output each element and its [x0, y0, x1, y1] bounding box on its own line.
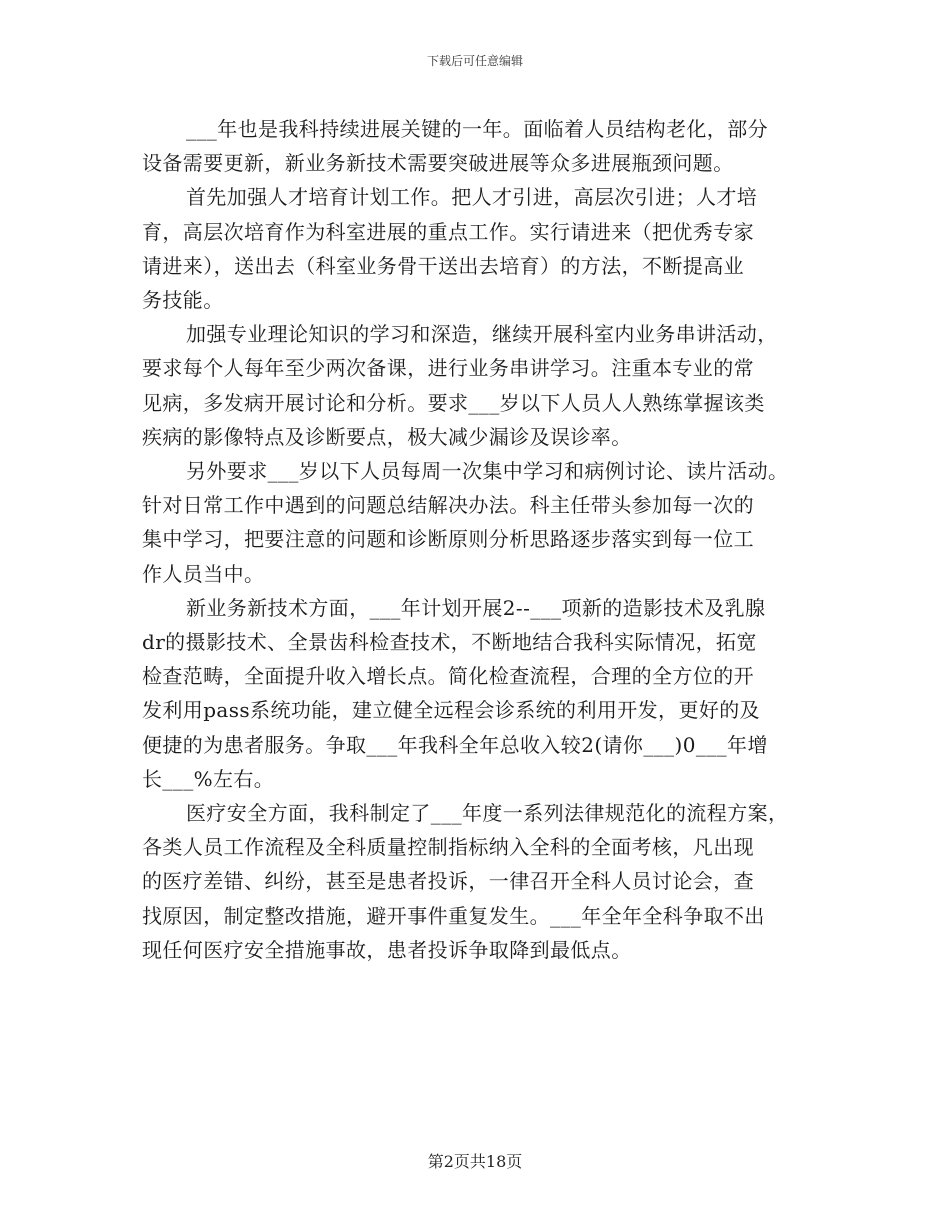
paragraph-4 — [142, 454, 822, 591]
text-line: 医疗安全方面，我科制定了___年度一系列法律规范化的流程方案， — [186, 801, 789, 826]
text-line: 另外要求___岁以下人员每周一次集中学习和病例讨论、读片活动。 — [186, 459, 789, 484]
text-line: 长___%左右。 — [142, 766, 275, 791]
text-line: 务技能。 — [142, 288, 224, 313]
paragraph-3 — [142, 317, 822, 454]
text-line: 找原因，制定整改措施，避开事件重复发生。___年全年全科争取不出 — [142, 903, 765, 928]
page-header-note: 下载后可任意编辑 — [426, 54, 523, 68]
paragraph-6 — [142, 796, 822, 967]
paragraph-2 — [142, 180, 822, 317]
text-line: 现任何医疗安全措施事故，患者投诉争取降到最低点。 — [142, 937, 632, 962]
paragraph-1 — [142, 112, 822, 180]
text-line: 便捷的为患者服务。争取___年我科全年总收入较2(请你___)0___年增 — [142, 732, 768, 757]
text-line: 加强专业理论知识的学习和深造，继续开展科室内业务串讲活动， — [186, 322, 778, 347]
text-line: 的医疗差错、纠纷，甚至是患者投诉，一律召开全科人员讨论会，查 — [142, 869, 754, 894]
text-line: 检查范畴，全面提升收入增长点。简化检查流程，合理的全方位的开 — [142, 664, 754, 689]
text-line: 请进来），送出去（科室业务骨干送出去培育）的方法，不断提高业 — [142, 253, 744, 278]
text-line: ___年也是我科持续进展关键的一年。面临着人员结构老化，部分 — [186, 117, 768, 141]
text-line: 疾病的影像特点及诊断要点，极大减少漏诊及误诊率。 — [142, 424, 632, 449]
document-body — [142, 112, 822, 967]
text-line: 各类人员工作流程及全科质量控制指标纳入全科的全面考核，凡出现 — [142, 835, 754, 860]
text-line: 发利用pass系统功能，建立健全远程会诊系统的利用开发，更好的及 — [142, 698, 761, 723]
text-line: 作人员当中。 — [142, 561, 265, 586]
text-line: 育，高层次培育作为科室进展的重点工作。实行请进来（把优秀专家 — [142, 219, 754, 244]
page-number: 第2页共18页 — [427, 1152, 523, 1171]
text-line: 针对日常工作中遇到的问题总结解决办法。科主任带头参加每一次的 — [142, 493, 754, 518]
paragraph-5 — [142, 591, 822, 796]
text-line: 要求每个人每年至少两次备课，进行业务串讲学习。注重本专业的常 — [142, 356, 754, 381]
text-line: 集中学习，把要注意的问题和诊断原则分析思路逐步落实到每一位工 — [142, 527, 754, 552]
text-line: 设备需要更新，新业务新技术需要突破进展等众多进展瓶颈问题。 — [142, 151, 734, 176]
text-line: 新业务新技术方面，___年计划开展2--___项新的造影技术及乳腺 — [186, 595, 766, 620]
text-line: 首先加强人才培育计划工作。把人才引进，高层次引进；人才培 — [186, 185, 758, 210]
text-line: 见病，多发病开展讨论和分析。要求___岁以下人员人人熟练掌握该类 — [142, 390, 765, 415]
text-line: dr的摄影技术、全景齿科检查技术，不断地结合我科实际情况，拓宽 — [142, 630, 757, 655]
